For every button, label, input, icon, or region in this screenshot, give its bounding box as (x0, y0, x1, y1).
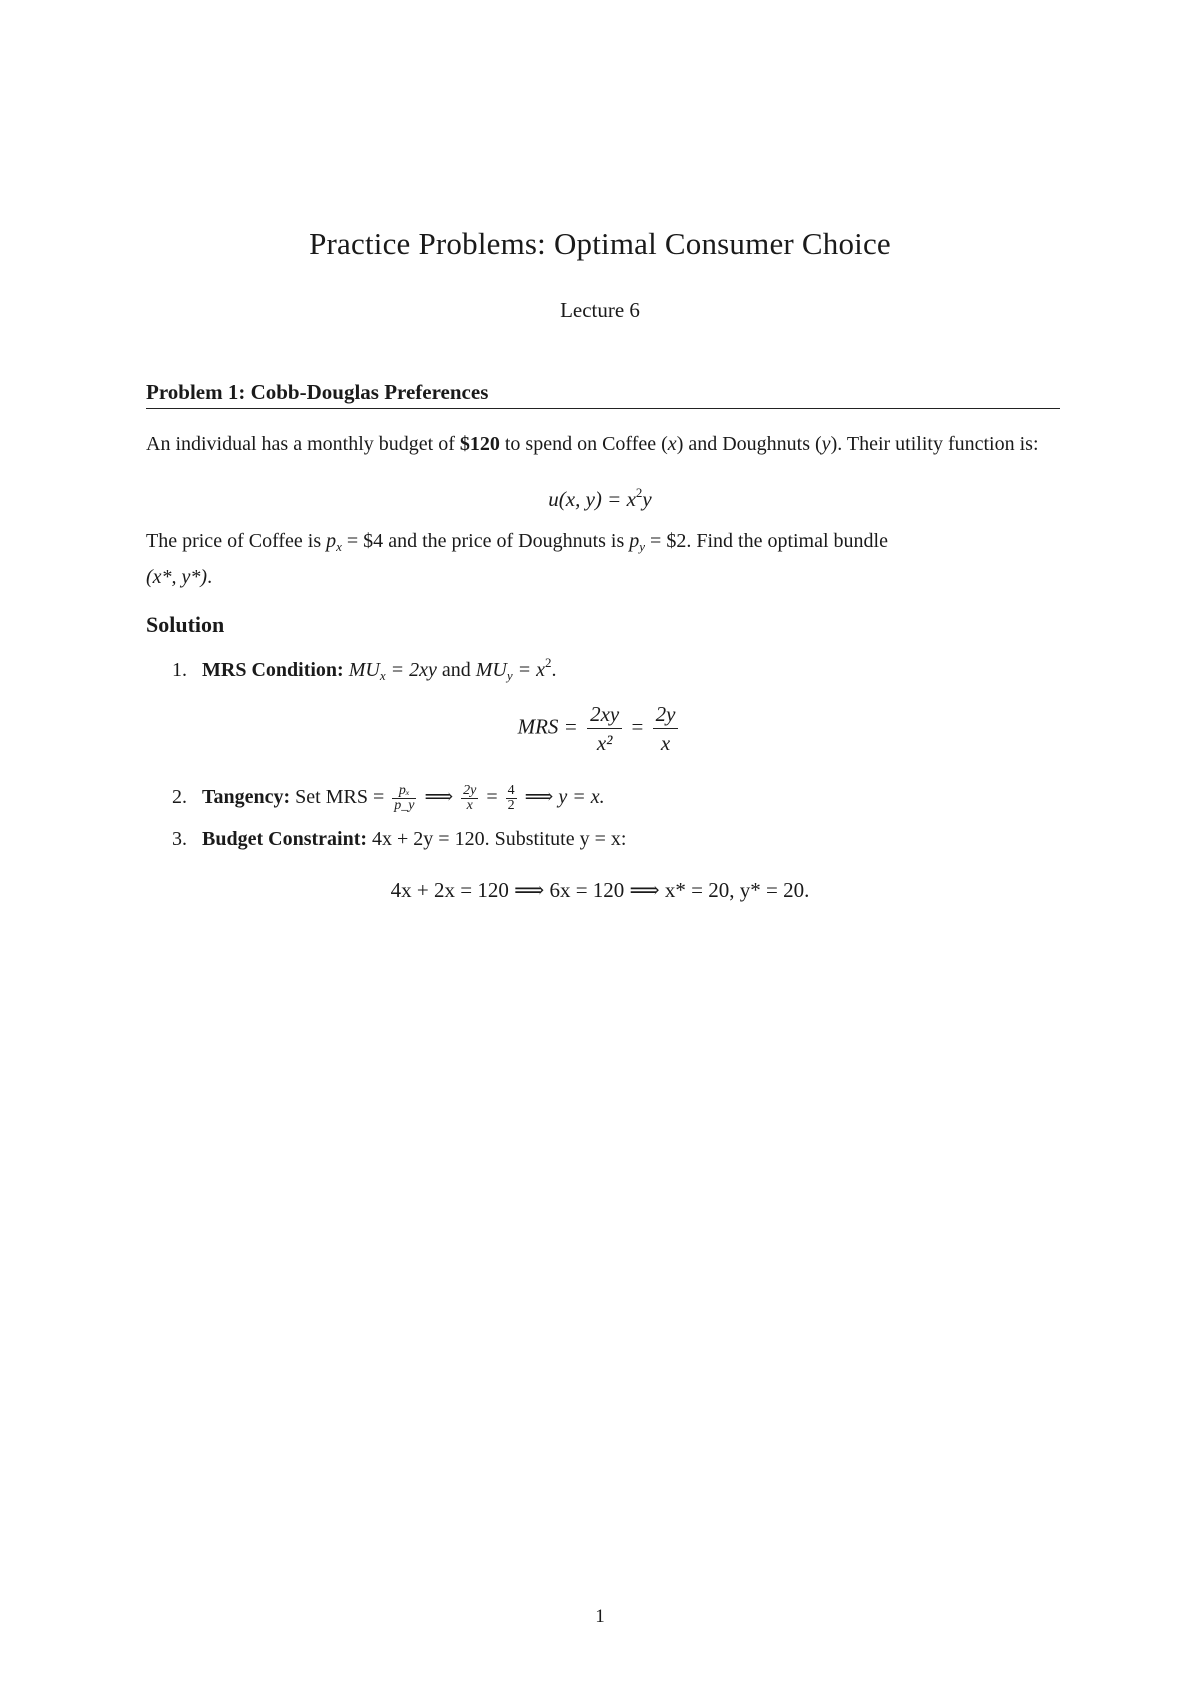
mrs-fraction-2: $\frac{2y}{x}$ (653, 700, 679, 757)
final-solution-equation: 4x + 2x = 120 ⟹ 6x = 120 ⟹ x* = 20, y* = 20. (390, 878, 810, 902)
solution-step-3: 3. Budget Constraint: 4x + 2y = 120. Substitute y = x: (172, 828, 627, 850)
problem-heading: Problem 1: Cobb-Douglas Preferences (146, 380, 1060, 409)
mrs-ratio-fraction: $\frac{2y}{x}$ (463, 783, 477, 813)
problem-statement-paragraph: An individual has a monthly budget of $120 to spend on Coffee (x) and Doughnuts (y). Their utility function is: (146, 433, 1039, 455)
numeric-ratio-fraction: $\frac{4}{2}$ (507, 783, 515, 813)
price-paragraph: The price of Coffee is $p_x$ = $4 and the price of Doughnuts is $p_y$ = $2. Find the optimal bundle (x*, y*). (146, 530, 888, 588)
solution-step-1: 1. MRS Condition: $MU_x = 2xy$ and $MU_y = x^2$. (172, 655, 557, 683)
utility-equation: u(x, $y) = x^2y$ (548, 485, 652, 511)
budget-amount: $120 (459, 433, 500, 455)
mrs-equation: MRS = $\frac{2xy}{\text{x²}}$ = $\frac{2y}{x}$ (0, 700, 1200, 757)
price-ratio-fraction: $\frac{\text{pₓ}}{p\_y}$ (394, 783, 415, 813)
solution-step-2: 2. Tangency: Set MRS = $\frac{\text{pₓ}}{p\_y}$ ⟹ $\frac{2y}{x}$ = $\frac{4}{2}$ ⟹ y = x. (172, 783, 605, 813)
document-title: Practice Problems: Optimal Consumer Choice (309, 226, 891, 261)
solution-heading: Solution (146, 612, 225, 637)
document-subtitle: Lecture 6 (560, 298, 640, 322)
mrs-fraction-1: $\frac{2xy}{\text{x²}}$ (587, 700, 622, 757)
optimal-bundle: (x*, y*) (146, 566, 208, 588)
page-number: 1 (595, 1606, 605, 1627)
